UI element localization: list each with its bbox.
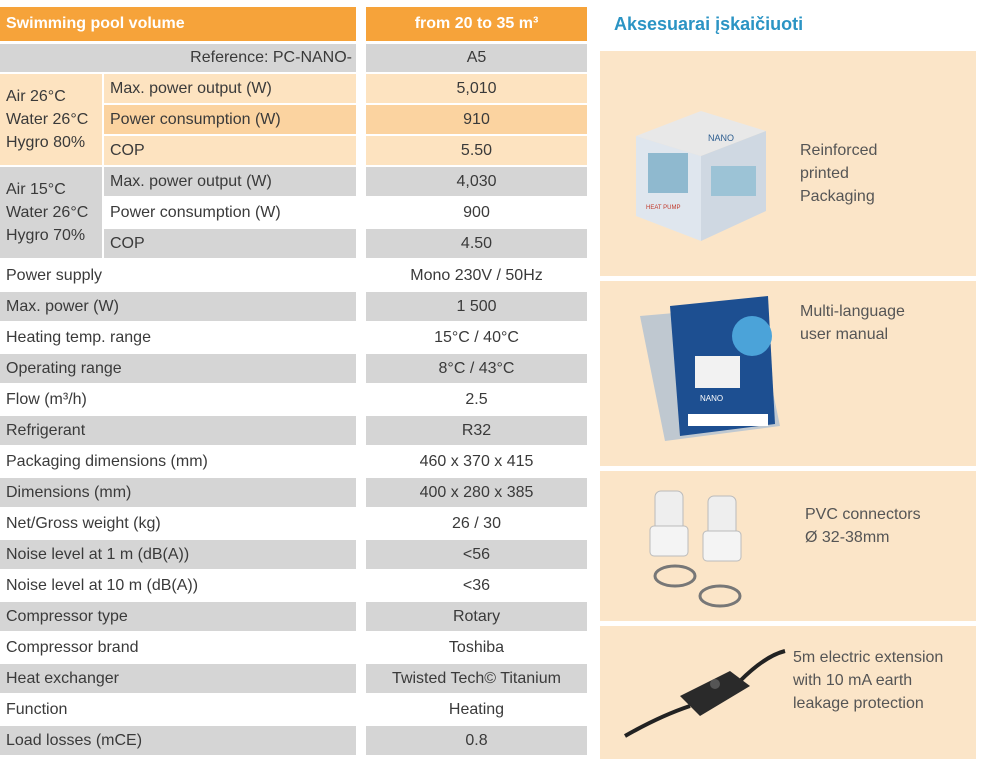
- accessories-title: Aksesuarai įskaičiuoti: [614, 14, 804, 34]
- user-manual-icon: [640, 296, 780, 446]
- reference-value: A5: [366, 44, 587, 72]
- spec-row-value: 26 / 30: [452, 514, 501, 532]
- group2-row-label: Max. power output (W): [104, 167, 356, 196]
- spec-row-value: 400 x 280 x 385: [366, 478, 587, 507]
- group1-row-value: 5.50: [366, 136, 587, 165]
- spec-row-label: Flow (m³/h): [6, 390, 87, 408]
- group2-row-label: COP: [104, 229, 356, 258]
- accessory-extension: [600, 626, 976, 759]
- spec-row-value: Toshiba: [448, 638, 505, 656]
- conditions-2: Air 15°C Water 26°C Hygro 70%: [0, 167, 102, 258]
- spec-row-value: 15°C / 40°C: [434, 328, 519, 346]
- accessory-text-manual: Multi-language user manual: [800, 303, 905, 343]
- spec-row-label: Max. power (W): [0, 292, 356, 321]
- spec-row-value: <36: [462, 576, 491, 594]
- spec-row-value: R32: [366, 416, 587, 445]
- group2-row-value: 4,030: [366, 167, 587, 196]
- spec-row-label: Function: [6, 700, 68, 718]
- spec-row-label: Compressor type: [0, 602, 356, 631]
- group1-row-value: 5,010: [366, 74, 587, 103]
- spec-row-label: Noise level at 1 m (dB(A)): [0, 540, 356, 569]
- spec-row-label: Noise level at 10 m (dB(A)): [6, 576, 199, 594]
- svg-text:NANO: NANO: [708, 133, 735, 143]
- spec-row-value: 0.8: [366, 726, 587, 755]
- spec-row-value: Heating: [448, 700, 505, 718]
- spec-row-value: Mono 230V / 50Hz: [410, 266, 543, 284]
- group2-row-label: Power consumption (W): [104, 198, 356, 227]
- accessory-text-packaging: Reinforced printed Packaging: [800, 142, 878, 205]
- spec-row-label: Refrigerant: [0, 416, 356, 445]
- extension-cable-icon: [620, 636, 790, 746]
- group1-row-label: Max. power output (W): [104, 74, 356, 103]
- spec-row-value: Rotary: [366, 602, 587, 631]
- spec-row-value: 1 500: [366, 292, 587, 321]
- group2-row-value: 4.50: [366, 229, 587, 258]
- accessory-text-connectors: PVC connectors Ø 32-38mm: [805, 506, 921, 546]
- spec-row-label: Packaging dimensions (mm): [6, 452, 208, 470]
- header-value: from 20 to 35 m³: [366, 7, 587, 41]
- header-label: Swimming pool volume: [0, 7, 356, 41]
- spec-row-label: Dimensions (mm): [0, 478, 356, 507]
- spec-row-value: Twisted Tech© Titanium: [366, 664, 587, 693]
- group1-row-label: COP: [104, 136, 356, 165]
- packaging-box-icon: [626, 91, 766, 241]
- spec-row-label: Compressor brand: [6, 638, 139, 656]
- spec-row-value: 8°C / 43°C: [366, 354, 587, 383]
- spec-row-value: <56: [366, 540, 587, 569]
- group2-row-value: 900: [366, 198, 587, 227]
- accessory-packaging: [600, 51, 976, 276]
- conditions-1: Air 26°C Water 26°C Hygro 80%: [0, 74, 102, 165]
- spec-row-label: Operating range: [0, 354, 356, 383]
- accessory-connectors: [600, 471, 976, 621]
- spec-row-label: Power supply: [6, 266, 103, 284]
- svg-text:HEAT PUMP: HEAT PUMP: [646, 205, 681, 211]
- reference-label: Reference: PC-NANO-: [0, 44, 356, 72]
- spec-row-label: Load losses (mCE): [0, 726, 356, 755]
- spec-row-label: Net/Gross weight (kg): [6, 514, 161, 532]
- accessory-manual: [600, 281, 976, 466]
- spec-row-label: Heat exchanger: [0, 664, 356, 693]
- pvc-connectors-icon: [640, 481, 780, 621]
- spec-row-label: Heating temp. range: [6, 328, 151, 346]
- group1-row-label: Power consumption (W): [104, 105, 356, 134]
- spec-row-value: 2.5: [465, 390, 488, 408]
- group1-row-value: 910: [366, 105, 587, 134]
- accessory-text-extension: 5m electric extension with 10 mA earth leakage protection: [793, 649, 944, 712]
- svg-text:NANO: NANO: [700, 394, 724, 403]
- spec-row-value: 460 x 370 x 415: [419, 452, 534, 470]
